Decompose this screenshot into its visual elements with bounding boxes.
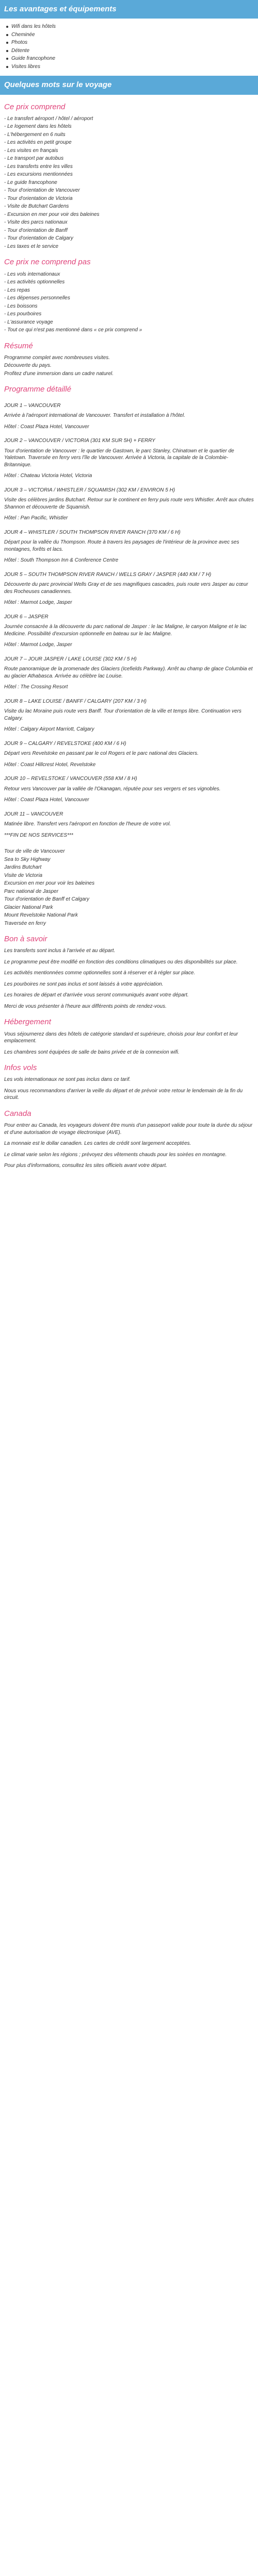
avantage-item: Cheminée [11,31,258,39]
programme-days [4,402,254,839]
day-text: Hôtel : The Crossing Resort [4,684,68,690]
comprend-item: - Les visites en français [4,147,58,154]
avantage-item: Photos [11,39,258,47]
section-title-bon-a-savoir: Bon à savoir [4,935,47,943]
visite-item: Visite de Victoria [4,872,43,878]
hebergement-para: Vous séjournerez dans des hôtels de catégorie standard et supérieure, choisis pour leur confort et leur emplacement. [4,1031,238,1044]
ne-comprend-item: - Les activités optionnelles [4,279,65,285]
visite-item: Sea to Sky Highway [4,856,51,862]
comprend-item: - Tour d'orientation de Calgary [4,235,73,242]
ne-comprend-item: - L'assurance voyage [4,319,53,325]
ne-comprend-item: - Les vols internationaux [4,271,60,277]
visite-item: Glacier National Park [4,904,53,910]
day-text: Découverte du parc provincial Wells Gray et de ses magnifiques cascades, puis route vers Jasper au cœur des Rocheuses canadiennes. [4,582,248,595]
day-text: Hôtel : Pan Pacific, Whistler [4,515,68,521]
comprend-item: - Le transport par autobus [4,156,64,162]
ne-comprend-item: - Tout ce qui n'est pas mentionné dans « ce prix comprend » [4,327,142,333]
day-text: Retour vers Vancouver par la vallée de l'Okanagan, réputée pour ses vergers et ses vignobles. [4,786,221,792]
day-title: JOUR 5 – SOUTH THOMPSON RIVER RANCH / WELLS GRAY / JASPER (440 KM / 7 H) [4,571,212,578]
comprend-item: - Visite des parcs nationaux [4,219,68,226]
ne-comprend-item: - Les boissons [4,303,38,309]
day-text: Journée consacrée à la découverte du parc national de Jasper : le lac Maligne, le canyon Maligne et le lac Medicine. Possibilité d'excursion optionnelle en bateau sur le lac Maligne. [4,624,247,637]
infos-vols-para: Les vols internationaux ne sont pas inclus dans ce tarif. [4,1077,131,1083]
day-title: JOUR 9 – CALGARY / REVELSTOKE (400 KM / 6 H) [4,740,126,747]
ne-comprend-list [4,271,254,334]
comprend-item: - Le transfert aéroport / hôtel / aéroport [4,115,93,122]
comprend-item: - Le guide francophone [4,179,57,185]
avantage-item: Guide francophone [11,55,258,63]
bon-a-savoir-para: Les pourboires ne sont pas inclus et sont laissés à votre appréciation. [4,981,164,987]
day-text: Départ vers Revelstoke en passant par le col Rogers et le parc national des Glaciers. [4,751,199,756]
section-title-canada: Canada [4,1109,31,1118]
visite-item: Tour de ville de Vancouver [4,849,65,854]
comprend-item: - Tour d'orientation de Victoria [4,195,73,201]
bon-a-savoir-para: Les horaires de départ et d'arrivée vous seront communiqués avant votre départ. [4,992,189,998]
avantage-item: Wifi dans les hôtels [11,23,258,31]
bon-a-savoir-para: Les activités mentionnées comme optionnelles sont à réserver et à régler sur place. [4,970,196,976]
canada-para: Pour entrer au Canada, les voyageurs doivent être munis d'un passeport valide pour toute la durée du séjour et d'une autorisation de voyage électronique (AVE). [4,1123,253,1136]
section-title-comprend: Ce prix comprend [4,102,66,111]
day-text: Route panoramique de la promenade des Glaciers (Icefields Parkway). Arrêt au champ de glace Columbia et au glacier Athabasca. Arrivée au célèbre lac Louise. [4,666,253,679]
avantages-banner: Les avantages et équipements [0,0,258,19]
resume-list [4,354,254,378]
avantage-item: Visites libres [11,63,258,71]
hebergement-para: Les chambres sont équipées de salle de bains privée et de la connexion wifi. [4,1049,180,1055]
comprend-list [4,115,254,250]
comprend-item: - Les activités en petit groupe [4,140,72,146]
day-title: JOUR 7 – JOUR JASPER / LAKE LOUISE (302 KM / 5 H) [4,656,137,662]
day-title: JOUR 2 – VANCOUVER / VICTORIA (301 KM SUR 5H) + FERRY [4,438,155,444]
infos-vols-text [4,1076,254,1101]
page [0,0,258,1184]
day-text: Hôtel : Coast Hillcrest Hotel, Revelstoke [4,761,96,768]
day-text: Visite du lac Moraine puis route vers Banff. Tour d'orientation de la ville et temps libre. Continuation vers Calgary. [4,708,241,721]
section-title-resume: Résumé [4,341,33,350]
day-title: JOUR 3 – VICTORIA / WHISTLER / SQUAMISH (302 KM / ENVIRON 5 H) [4,487,175,493]
resume-item: Programme complet avec nombreuses visites. [4,354,110,361]
day-text: Hôtel : South Thompson Inn & Conference Centre [4,557,119,563]
comprend-item: - Excursion en mer pour voir des baleines [4,211,100,217]
canada-text [4,1122,254,1170]
avantage-item: Détente [11,47,258,55]
canada-para: Le climat varie selon les régions ; prévoyez des vêtements chauds pour les soirées en montagne. [4,1151,227,1158]
section-title-infos-vols: Infos vols [4,1063,37,1072]
day-text: Hôtel : Marmot Lodge, Jasper [4,600,72,605]
day-title: JOUR 6 – JASPER [4,614,49,620]
canada-para: La monnaie est le dollar canadien. Les cartes de crédit sont largement acceptées. [4,1141,191,1146]
day-title: JOUR 4 – WHISTLER / SOUTH THOMPSON RIVER RANCH (370 KM / 6 H) [4,529,181,535]
visite-item: Parc national de Jasper [4,888,59,894]
day-title: JOUR 1 – VANCOUVER [4,402,61,409]
ne-comprend-item: - Les pourboires [4,311,42,317]
day-text: Hôtel : Chateau Victoria Hotel, Victoria [4,473,92,479]
day-text: Hôtel : Calgary Airport Marriott, Calgary [4,726,94,732]
comprend-item: - Tour d'orientation de Vancouver [4,188,80,194]
day-text: Tour d'orientation de Vancouver : le quartier de Gastown, le parc Stanley, Chinatown et le quartier de Yaletown. Traversée en ferry vers l'île de Vancouver. Arrivée à Victoria, la capitale de la Colombie-Britannique. [4,448,234,468]
day-text: Arrivée à l'aéroport international de Vancouver. Transfert et installation à l'hôtel. [4,413,185,418]
hebergement-text [4,1031,254,1056]
comprend-item: - Le logement dans les hôtels [4,124,72,130]
day-text: Matinée libre. Transfert vers l'aéroport en fonction de l'heure de votre vol. [4,821,171,827]
voyage-banner: Quelques mots sur le voyage [0,76,258,94]
visite-item: Tour d'orientation de Banff et Calgary [4,896,89,902]
section-title-ne-comprend: Ce prix ne comprend pas [4,258,91,267]
day-text: Hôtel : Coast Plaza Hotel, Vancouver [4,423,89,430]
day-text: Visite des célèbres jardins Butchart. Retour sur le continent en ferry puis route vers Whistler. Arrêt aux chutes Shannon et découverte de Squamish. [4,497,254,510]
comprend-item: - Les transferts entre les villes [4,163,73,170]
comprend-item: - Visite de Butchart Gardens [4,204,69,210]
comprend-item: - Les excursions mentionnées [4,172,73,178]
content [0,102,258,1170]
day-title: JOUR 11 – VANCOUVER [4,811,63,817]
avantages-list [0,23,258,71]
ne-comprend-item: - Les dépenses personnelles [4,295,70,301]
visites-list [4,848,254,927]
bon-a-savoir-para: Les transferts sont inclus à l'arrivée et au départ. [4,948,116,954]
section-title-hebergement: Hébergement [4,1018,51,1027]
day-text: ***FIN DE NOS SERVICES*** [4,832,73,838]
day-text: Hôtel : Coast Plaza Hotel, Vancouver [4,797,89,803]
canada-para: Pour plus d'informations, consultez les sites officiels avant votre départ. [4,1163,167,1168]
visite-item: Excursion en mer pour voir les baleines [4,880,95,886]
day-text: Départ pour la vallée du Thompson. Route à travers les paysages de l'intérieur de la province avec ses montagnes, forêts et lacs. [4,539,239,552]
day-text: Hôtel : Marmot Lodge, Jasper [4,642,72,648]
day-title: JOUR 10 – REVELSTOKE / VANCOUVER (558 KM / 8 H) [4,776,137,782]
bon-a-savoir-text [4,947,254,1010]
resume-item: Profitez d'une immersion dans un cadre naturel. [4,370,114,377]
bon-a-savoir-para: Le programme peut être modifié en fonction des conditions climatiques ou des disponibilités sur place. [4,959,238,965]
comprend-item: - L'hébergement en 6 nuits [4,131,66,138]
infos-vols-para: Nous vous recommandons d'arriver la veille du départ et de prévoir votre retour le lendemain de la fin du circuit. [4,1088,243,1101]
visite-item: Mount Revelstoke National Park [4,912,78,918]
resume-item: Découverte du pays. [4,363,52,369]
section-title-programme: Programme détaillé [4,385,72,394]
comprend-item: - Tour d'orientation de Banff [4,227,68,233]
comprend-item: - Les taxes et le service [4,243,59,249]
bon-a-savoir-para: Merci de vous présenter à l'heure aux différents points de rendez-vous. [4,1003,167,1009]
visite-item: Traversée en ferry [4,920,46,926]
ne-comprend-item: - Les repas [4,287,30,293]
day-title: JOUR 8 – LAKE LOUISE / BANFF / CALGARY (207 KM / 3 H) [4,698,147,704]
visite-item: Jardins Butchart [4,865,42,870]
